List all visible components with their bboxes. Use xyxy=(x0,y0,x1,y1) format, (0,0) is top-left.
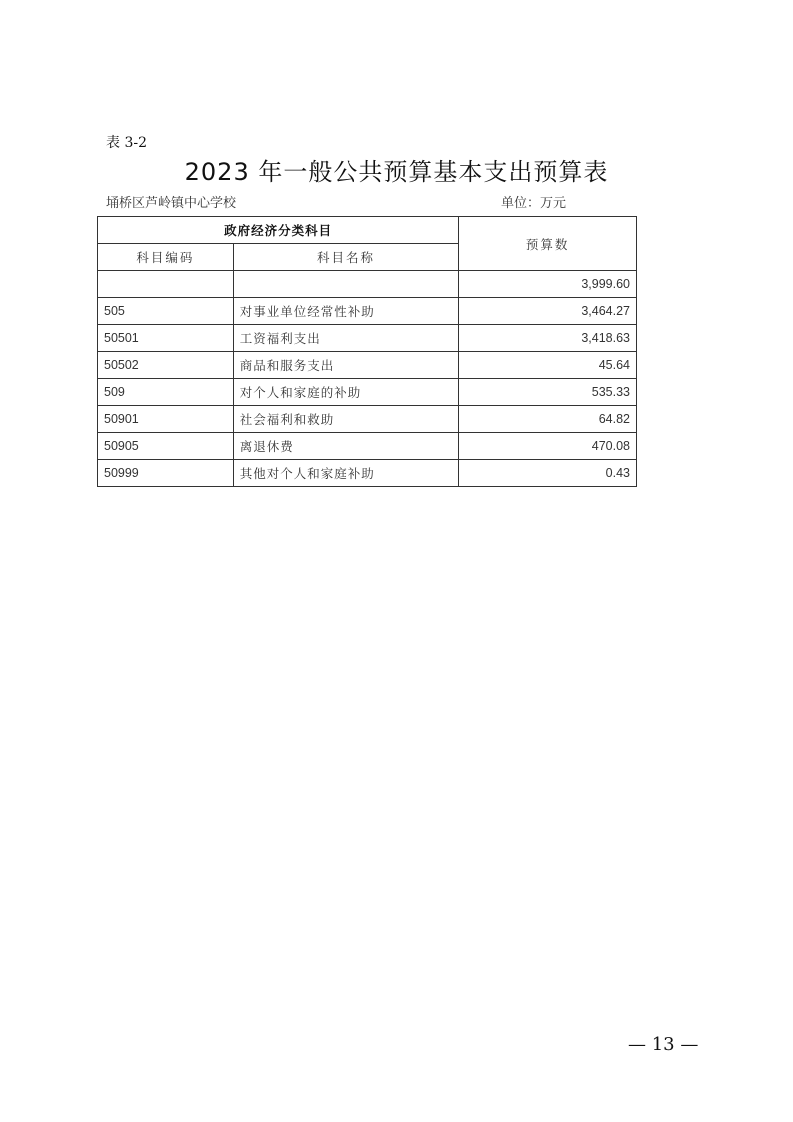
organization-name: 埇桥区芦岭镇中心学校 xyxy=(106,196,237,211)
row-name: 对个人和家庭的补助 xyxy=(233,379,459,406)
table-row xyxy=(98,271,637,298)
row-name: 离退休费 xyxy=(233,433,459,460)
group-header: 政府经济分类科目 xyxy=(98,217,459,244)
table-label: 表 3-2 xyxy=(106,135,147,151)
code-header: 科目编码 xyxy=(98,244,234,271)
row-code: 505 xyxy=(98,298,234,325)
row-code: 50901 xyxy=(98,406,234,433)
row-amount: 3,464.27 xyxy=(459,298,637,325)
row-name: 工资福利支出 xyxy=(233,325,459,352)
row-name xyxy=(233,271,459,298)
name-header: 科目名称 xyxy=(233,244,459,271)
table-row xyxy=(98,433,637,460)
row-amount: 0.43 xyxy=(459,460,637,487)
row-amount: 64.82 xyxy=(459,406,637,433)
row-code: 509 xyxy=(98,379,234,406)
table-row xyxy=(98,325,637,352)
page-title: 2023 年一般公共预算基本支出预算表 xyxy=(184,158,609,186)
table-row xyxy=(98,406,637,433)
budget-table xyxy=(97,216,637,487)
row-amount: 535.33 xyxy=(459,379,637,406)
table-row xyxy=(98,352,637,379)
row-code: 50905 xyxy=(98,433,234,460)
row-name: 商品和服务支出 xyxy=(233,352,459,379)
unit-label: 单位：万元 xyxy=(500,196,566,211)
row-code: 50999 xyxy=(98,460,234,487)
row-code: 50502 xyxy=(98,352,234,379)
row-name: 社会福利和救助 xyxy=(233,406,459,433)
row-name: 对事业单位经常性补助 xyxy=(233,298,459,325)
header-row-group xyxy=(98,217,637,244)
table-row xyxy=(98,298,637,325)
row-amount: 3,999.60 xyxy=(459,271,637,298)
row-amount: 470.08 xyxy=(459,433,637,460)
row-amount: 3,418.63 xyxy=(459,325,637,352)
row-amount: 45.64 xyxy=(459,352,637,379)
amount-header: 预算数 xyxy=(459,217,637,271)
page-number: — 13 — xyxy=(628,1034,699,1055)
row-code: 50501 xyxy=(98,325,234,352)
table-row xyxy=(98,460,637,487)
row-name: 其他对个人和家庭补助 xyxy=(233,460,459,487)
table-row xyxy=(98,379,637,406)
row-code xyxy=(98,271,234,298)
